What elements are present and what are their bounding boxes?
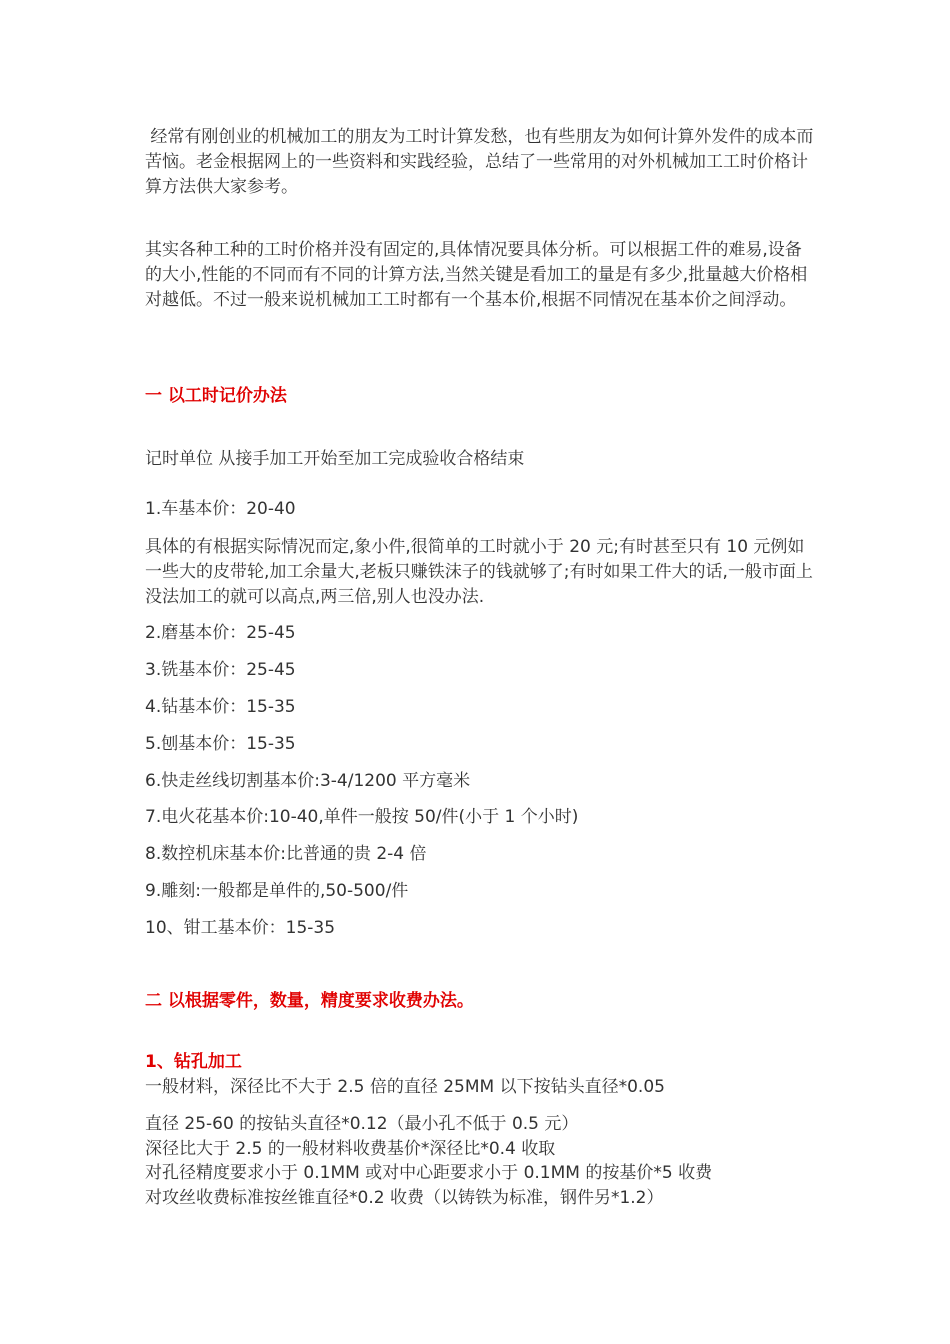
price-item: 5.刨基本价：15-35 (145, 734, 296, 754)
price-item: 10、钳工基本价：15-35 (145, 918, 336, 938)
unit-note: 记时单位 从接手加工开始至加工完成验收合格结束 (145, 449, 525, 469)
price-item: 9.雕刻:一般都是单件的,50-500/件 (145, 881, 409, 901)
section-2-heading: 二 以根据零件，数量，精度要求收费办法。 (145, 991, 474, 1011)
price-item-lathe-detail: 具体的有根据实际情况而定,象小件,很简单的工时就小于 20 元;有时甚至只有 10 元例如一些大的皮带轮,加工余量大,老板只赚铁沫子的钱就够了;有时如果工件大的话,一般市面上没法加工的就可以高点,两三倍,别人也没办法. (145, 537, 813, 607)
price-item: 2.磨基本价：25-45 (145, 623, 296, 643)
price-item-lathe: 1.车基本价：20-40 (145, 499, 296, 519)
drilling-rule: 对攻丝收费标准按丝锥直径*0.2 收费（以铸铁为标准，钢件另*1.2） (145, 1188, 664, 1208)
drilling-rule: 直径 25-60 的按钻头直径*0.12（最小孔不低于 0.5 元） (145, 1114, 579, 1134)
drilling-rule: 对孔径精度要求小于 0.1MM 或对中心距要求小于 0.1MM 的按基价*5 收费 (145, 1163, 713, 1183)
subsection-drilling-heading: 1、钻孔加工 (145, 1052, 242, 1072)
intro-paragraph-1: 经常有刚创业的机械加工的朋友为工时计算发愁，也有些朋友为如何计算外发件的成本而苦恼。老金根据网上的一些资料和实践经验，总结了一些常用的对外机械加工工时价格计算方法供大家参考。 (145, 127, 814, 197)
drilling-rule: 深径比大于 2.5 的一般材料收费基价*深径比*0.4 收取 (145, 1139, 556, 1159)
price-item: 8.数控机床基本价:比普通的贵 2-4 倍 (145, 844, 427, 864)
drilling-rule: 一般材料，深径比不大于 2.5 倍的直径 25MM 以下按钻头直径*0.05 (145, 1077, 665, 1097)
intro-paragraph-2: 其实各种工种的工时价格并没有固定的,具体情况要具体分析。可以根据工件的难易,设备的大小,性能的不同而有不同的计算方法,当然关键是看加工的量是有多少,批量越大价格相对越低。不过一般来说机械加工工时都有一个基本价,根据不同情况在基本价之间浮动。 (145, 240, 808, 310)
price-item: 4.钻基本价：15-35 (145, 697, 296, 717)
price-item: 3.铣基本价：25-45 (145, 660, 296, 680)
price-item: 6.快走丝线切割基本价:3-4/1200 平方毫米 (145, 771, 471, 791)
price-item: 7.电火花基本价:10-40,单件一般按 50/件(小于 1 个小时) (145, 807, 579, 827)
section-1-heading: 一 以工时记价办法 (145, 386, 287, 406)
